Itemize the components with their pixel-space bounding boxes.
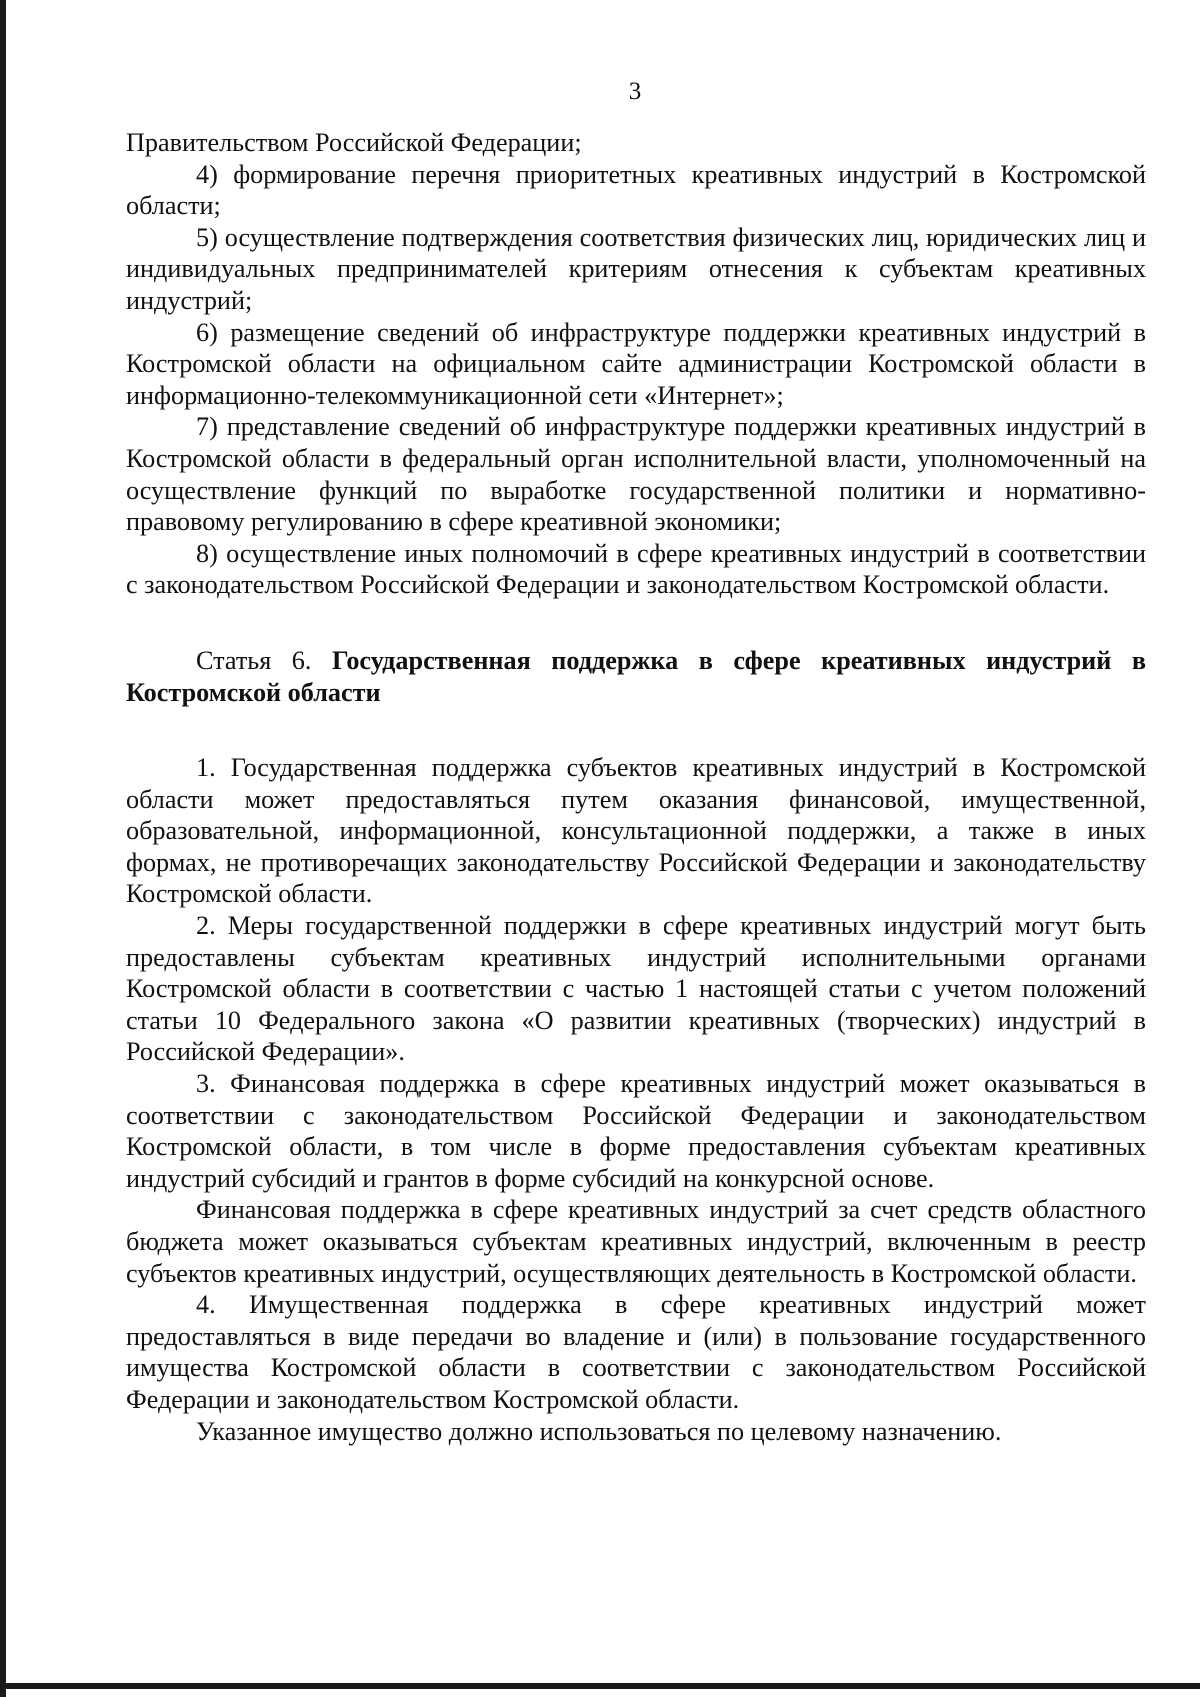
article-paragraph-3: 3. Финансовая поддержка в сфере креативных индустрий может оказываться в соответствии с законодательством Российской Федерации и законодательством Костромской области, в том числе в форме предоставления субъектам креативных индустрий субсидий и грантов в форме субсидий на конкурсной основе. (126, 1069, 1146, 1193)
article-paragraph-4: 4. Имущественная поддержка в сфере креативных индустрий может предоставляться в виде передачи во владение и (или) в пользование государственного имущества Костромской области в соответствии с законодательством Российской Федерации и законодательством Костромской области. (126, 1290, 1146, 1414)
article-heading (126, 645, 1146, 708)
article-label: Статья 6. (196, 645, 312, 675)
list-item-5: 5) осуществление подтверждения соответствия физических лиц, юридических лиц и индивидуальных предпринимателей критериям отнесения к субъектам креативных индустрий; (126, 222, 1146, 315)
article-paragraph-1: 1. Государственная поддержка субъектов креативных индустрий в Костромской области может предоставляться путем оказания финансовой, имущественной, образовательной, информационной, консультационной поддержки, а также в иных формах, не противоречащих законодательству Российской Федерации и законодательству Костромской области. (126, 753, 1146, 909)
scan-border-bottom (0, 1683, 1200, 1689)
list-item-7: 7) представление сведений об инфраструктуре поддержки креативных индустрий в Костромской области в федеральный орган исполнительной власти, уполномоченный на осуществление функций по выработке государственной политики и нормативно-правовому регулированию в сфере креативной экономики; (126, 412, 1146, 537)
article-paragraph-2: 2. Меры государственной поддержки в сфере креативных индустрий могут быть предоставлены субъектам креативных индустрий исполнительными органами Костромской области в соответствии с частью 1 настоящей статьи с учетом положений статьи 10 Федерального закона «О развитии креативных (творческих) индустрий в Российской Федерации». (126, 911, 1146, 1067)
article-paragraph-3-continued: Финансовая поддержка в сфере креативных индустрий за счет средств областного бюджета может оказываться субъектам креативных индустрий, включенным в реестр субъектов креативных индустрий, осуществляющих деятельность в Костромской области. (126, 1195, 1146, 1288)
list-item-6: 6) размещение сведений об инфраструктуре поддержки креативных индустрий в Костромской области на официальном сайте администрации Костромской области в информационно-телекоммуникационной сети «Интернет»; (126, 317, 1146, 410)
scan-border-left (0, 0, 6, 1697)
page-number: 3 (628, 78, 642, 105)
paragraph-continuation: Правительством Российской Федерации; (126, 128, 582, 157)
document-body (126, 127, 1146, 1447)
article-paragraph-4-continued: Указанное имущество должно использоваться по целевому назначению. (196, 1416, 1002, 1446)
list-item-8: 8) осуществление иных полномочий в сфере креативных индустрий в соответствии с законодательством Российской Федерации и законодательством Костромской области. (126, 538, 1146, 600)
list-item-4: 4) формирование перечня приоритетных креативных индустрий в Костромской области; (126, 159, 1146, 221)
article-title: Государственная поддержка в сфере креативных индустрий в Костромской области (126, 645, 1147, 707)
